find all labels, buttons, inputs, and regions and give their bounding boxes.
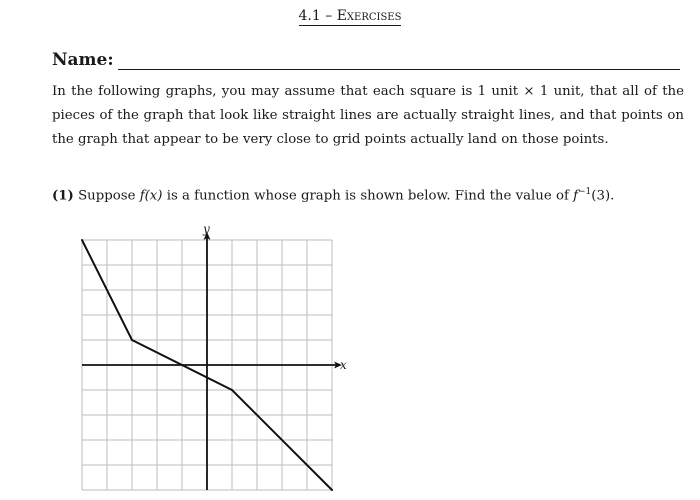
x-axis-label: x (340, 358, 347, 372)
name-field-row (52, 50, 680, 72)
f-of-x: f(x) (139, 188, 163, 204)
f-inverse: f (573, 188, 579, 204)
problem-1-prompt: (1) Suppose f(x) is a function whose graph is shown below. Find the value of $f^{-1}(3)$. (52, 187, 615, 204)
intro-paragraph: In the following graphs, you may assume that each square is 1 unit × 1 unit, that all of the pieces of the graph that look like straight lines are actually straight lines, and that points on the graph that appear to be very close to grid points actually land on those points. (52, 84, 684, 147)
function-graph (72, 218, 362, 500)
name-input-line[interactable] (118, 69, 680, 70)
inverse-superscript: −1 (578, 187, 592, 197)
problem-number: (1) (52, 188, 74, 204)
page-header (0, 8, 700, 24)
y-axis-label: y (203, 222, 210, 236)
axes (82, 232, 342, 490)
section-title: 4.1 – Exercises (298, 8, 402, 24)
name-label: Name: (52, 50, 114, 70)
